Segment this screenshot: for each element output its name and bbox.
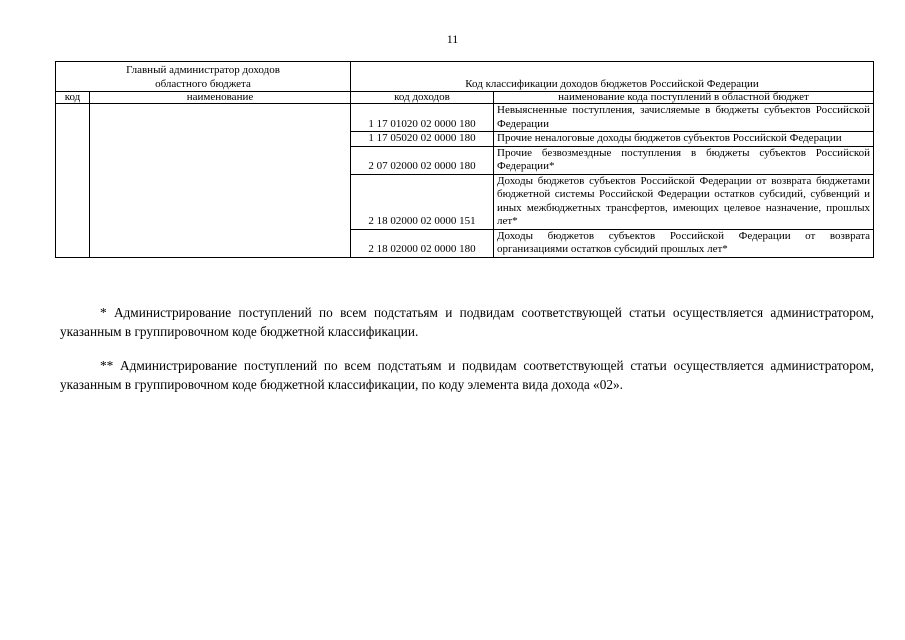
income-name: Прочие неналоговые доходы бюджетов субъектов Российской Федерации bbox=[494, 132, 874, 147]
col-income-name-header: наименование кода поступлений в областной бюджет bbox=[494, 92, 874, 104]
admin-name-cell bbox=[90, 104, 351, 258]
income-code: 2 18 02000 02 0000 180 bbox=[351, 229, 494, 257]
header-classification: Код классификации доходов бюджетов Российской Федерации bbox=[351, 62, 874, 92]
col-code-header: код bbox=[56, 92, 90, 104]
col-income-code-header: код доходов bbox=[351, 92, 494, 104]
table-row bbox=[56, 104, 874, 132]
income-classification-table bbox=[55, 61, 874, 258]
income-code: 2 07 02000 02 0000 180 bbox=[351, 146, 494, 174]
income-code: 1 17 05020 02 0000 180 bbox=[351, 132, 494, 147]
income-code: 1 17 01020 02 0000 180 bbox=[351, 104, 494, 132]
footnote-2-text: ** Администрирование поступлений по всем подстатьям и подвидам соответствующей статьи осуществляется администратором, указанным в группировочном коде бюджетной классификации, по коду элемента вида дохода «02». bbox=[60, 358, 874, 392]
footnote-2 bbox=[60, 356, 874, 394]
table-header-row bbox=[56, 62, 874, 92]
income-name: Невыясненные поступления, зачисляемые в бюджеты субъектов Российской Федерации bbox=[494, 104, 874, 132]
income-code: 2 18 02000 02 0000 151 bbox=[351, 174, 494, 229]
header-admin: Главный администратор доходов областного бюджета bbox=[56, 62, 351, 92]
income-name: Доходы бюджетов субъектов Российской Федерации от возврата организациями остатков субсидий прошлых лет* bbox=[494, 229, 874, 257]
footnote-1-text: * Администрирование поступлений по всем подстатьям и подвидам соответствующей статьи осуществляется администратором, указанным в группировочном коде бюджетной классификации. bbox=[60, 305, 874, 339]
page-number: 11 bbox=[446, 32, 459, 46]
col-name-header: наименование bbox=[90, 92, 351, 104]
income-name: Доходы бюджетов субъектов Российской Федерации от возврата бюджетами бюджетной системы Российской Федерации остатков субсидий, субвенций и иных межбюджетных трансфертов, имеющих целевое назначение, прошлых лет* bbox=[494, 174, 874, 229]
table-subheader-row bbox=[56, 92, 874, 104]
footnote-1 bbox=[60, 303, 874, 341]
admin-code-cell bbox=[56, 104, 90, 258]
income-name: Прочие безвозмездные поступления в бюджеты субъектов Российской Федерации* bbox=[494, 146, 874, 174]
